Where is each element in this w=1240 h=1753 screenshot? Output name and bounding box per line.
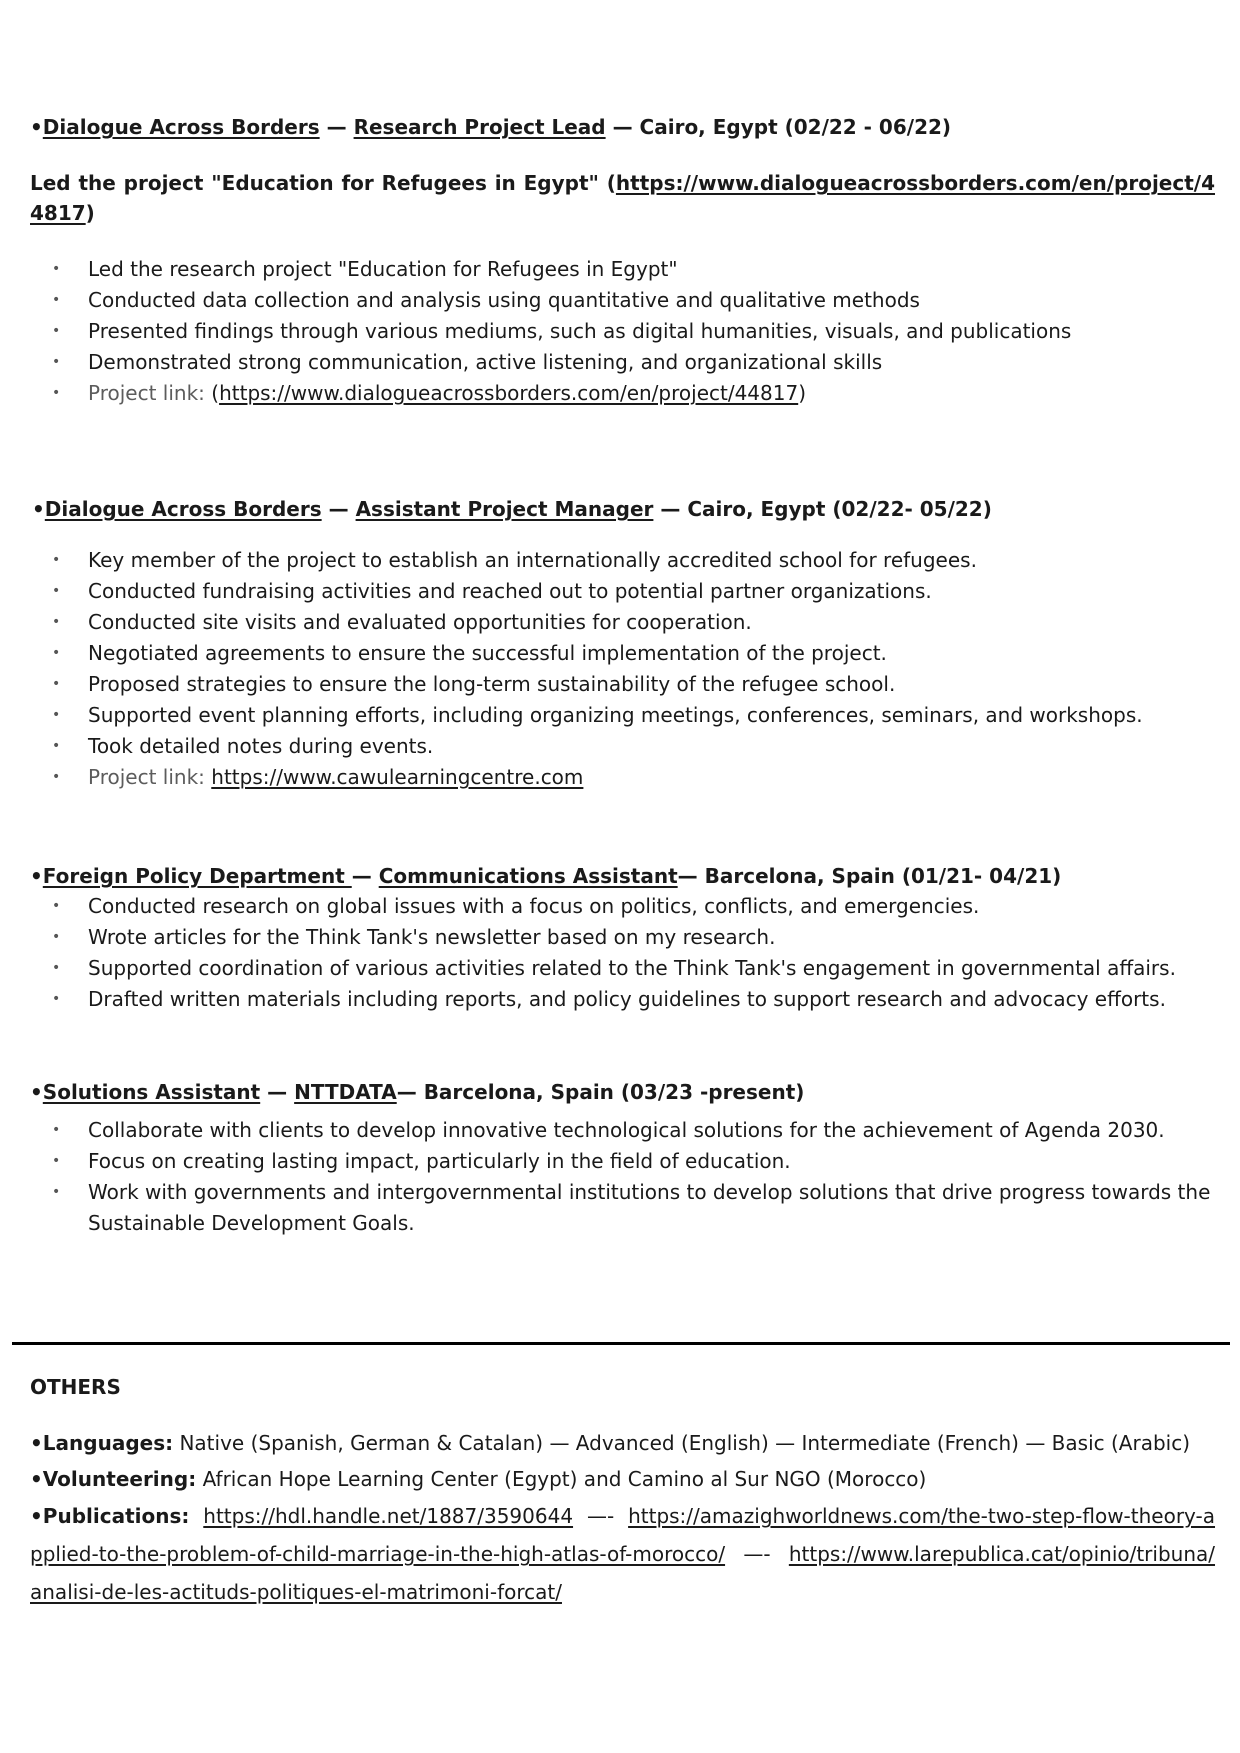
bullet-dot: • [52, 898, 61, 914]
others-section [30, 1375, 1215, 1611]
list-item [30, 1146, 1215, 1177]
publications-label: Publications: [42, 1504, 190, 1528]
job-research-project-lead [30, 113, 1215, 409]
list-item [30, 762, 1217, 793]
bullet-dot: • [52, 1122, 61, 1138]
job-location-dates: Barcelona, Spain (01/21- 04/21) [704, 864, 1062, 888]
list-item [30, 891, 1215, 922]
bullet-dot: • [52, 929, 61, 945]
bullet-text: Collaborate with clients to develop innovative technological solutions for the achievement of Agenda 2030. [88, 1118, 1165, 1142]
bullet-text: Presented findings through various mediums, such as digital humanities, visuals, and publications [88, 319, 1072, 343]
link-open: ( [211, 381, 220, 405]
bullet-text: Supported event planning efforts, including organizing meetings, conferences, seminars, and workshops. [88, 703, 1143, 727]
pub-separator: —- [743, 1542, 771, 1566]
heading-bullet: • [30, 864, 43, 888]
job-communications-assistant [30, 862, 1215, 1015]
link-close: ) [798, 381, 807, 405]
job-location-dates: Cairo, Egypt (02/22 - 06/22) [639, 115, 952, 139]
publication-link[interactable]: https://www.larepublica.cat/opinio/tribuna/analisi-de-les-actituds-politiques-el-matrimoni-forcat/ [30, 1542, 1216, 1604]
project-link-label: Project link: [88, 765, 212, 789]
job-solutions-assistant [30, 1078, 1215, 1239]
list-item [30, 254, 1215, 285]
list-item [30, 731, 1217, 762]
bullet-text: Took detailed notes during events. [88, 734, 434, 758]
separator: — [396, 1080, 424, 1104]
list-item [30, 1177, 1215, 1239]
separator: — [605, 115, 640, 139]
list-item [30, 984, 1215, 1015]
bullet-dot: • [52, 991, 61, 1007]
job-role: Assistant Project Manager [355, 497, 654, 521]
list-item [30, 607, 1217, 638]
job-bullets [30, 545, 1217, 793]
bullet-dot: • [52, 960, 61, 976]
project-link[interactable]: https://www.dialogueacrossborders.com/en/project/44817 [219, 381, 799, 405]
publications-line [30, 1497, 1215, 1611]
list-item [30, 700, 1217, 731]
languages-text: Native (Spanish, German & Catalan) — Advanced (English) — Intermediate (French) — Basic (Arabic) [173, 1431, 1190, 1455]
bullet-dot: • [52, 676, 61, 692]
bullet-text: Conducted site visits and evaluated opportunities for cooperation. [88, 610, 752, 634]
separator: — [677, 864, 705, 888]
list-item [30, 1115, 1215, 1146]
job-heading [30, 1078, 1215, 1106]
job-org: Solutions Assistant [42, 1080, 261, 1104]
section-title: OTHERS [30, 1375, 121, 1399]
bullet-text: Negotiated agreements to ensure the successful implementation of the project. [88, 641, 887, 665]
separator: — [653, 497, 688, 521]
separator: — [351, 864, 379, 888]
bullet-dot: • [52, 583, 61, 599]
separator: — [319, 115, 354, 139]
job-role: NTTDATA [294, 1080, 397, 1104]
heading-bullet: • [30, 1080, 43, 1104]
heading-bullet: • [30, 1504, 43, 1528]
pub-separator: —- [586, 1504, 615, 1528]
job-assistant-project-manager [32, 495, 1217, 793]
job-location-dates: Barcelona, Spain (03/23 -present) [423, 1080, 805, 1104]
bullet-text: Key member of the project to establish an internationally accredited school for refugees. [88, 548, 977, 572]
job-org: Dialogue Across Borders [44, 497, 322, 521]
languages-label: Languages: [42, 1431, 174, 1455]
bullet-dot: • [52, 1153, 61, 1169]
job-heading [30, 862, 1215, 890]
job-heading [30, 113, 1215, 141]
list-item [30, 545, 1217, 576]
heading-bullet: • [32, 497, 45, 521]
intro-project-link[interactable]: https://www.dialogueacrossborders.com/en/project/44817 [30, 171, 1215, 225]
bullet-text: Focus on creating lasting impact, particularly in the field of education. [88, 1149, 791, 1173]
bullet-text: Drafted written materials including reports, and policy guidelines to support research and advocacy efforts. [88, 987, 1166, 1011]
heading-bullet: • [30, 1431, 43, 1455]
job-role: Research Project Lead [353, 115, 606, 139]
list-item [30, 316, 1215, 347]
bullet-text: Conducted fundraising activities and reached out to potential partner organizations. [88, 579, 932, 603]
heading-bullet: • [30, 1467, 43, 1491]
bullet-text: Supported coordination of various activities related to the Think Tank's engagement in governmental affairs. [88, 956, 1176, 980]
bullet-text: Wrote articles for the Think Tank's newsletter based on my research. [88, 925, 776, 949]
separator: — [260, 1080, 295, 1104]
bullet-dot: • [52, 614, 61, 630]
bullet-text: Conducted research on global issues with a focus on politics, conflicts, and emergencies. [88, 894, 980, 918]
job-bullets [30, 891, 1215, 1015]
list-item [30, 669, 1217, 700]
bullet-text: Conducted data collection and analysis using quantitative and qualitative methods [88, 288, 920, 312]
list-item [30, 922, 1215, 953]
job-location-dates: Cairo, Egypt (02/22- 05/22) [687, 497, 992, 521]
bullet-dot: • [52, 385, 61, 401]
others-content [30, 1425, 1215, 1611]
list-item [30, 285, 1215, 316]
heading-bullet: • [30, 115, 43, 139]
volunteering-line [30, 1461, 1215, 1497]
bullet-dot: • [52, 738, 61, 754]
list-item [30, 638, 1217, 669]
job-bullets [30, 254, 1215, 409]
publication-link[interactable]: https://amazighworldnews.com/the-two-step-flow-theory-applied-to-the-problem-of-child-marriage-in-the-high-atlas-of-morocco/ [30, 1504, 1216, 1566]
list-item [30, 953, 1215, 984]
bullet-dot: • [52, 552, 61, 568]
bullet-dot: • [52, 292, 61, 308]
job-org: Dialogue Across Borders [42, 115, 320, 139]
list-item [30, 576, 1217, 607]
volunteering-text: African Hope Learning Center (Egypt) and Camino al Sur NGO (Morocco) [196, 1467, 927, 1491]
job-bullets [30, 1115, 1215, 1239]
section-divider [12, 1342, 1230, 1345]
job-intro [30, 168, 1215, 228]
project-link[interactable]: https://www.cawulearningcentre.com [211, 765, 584, 789]
bullet-dot: • [52, 323, 61, 339]
bullet-text: Led the research project "Education for Refugees in Egypt" [88, 257, 678, 281]
intro-text: Led the project "Education for Refugees in Egypt" ( [30, 171, 616, 195]
bullet-dot: • [52, 354, 61, 370]
languages-line [30, 1425, 1215, 1461]
list-item [30, 347, 1215, 378]
bullet-text: Work with governments and intergovernmental institutions to develop solutions that drive progress towards the Sustainable Development Goals. [88, 1180, 1211, 1235]
bullet-dot: • [52, 769, 61, 785]
bullet-dot: • [52, 645, 61, 661]
publication-link[interactable]: https://hdl.handle.net/1887/3590644 [203, 1504, 574, 1528]
volunteering-label: Volunteering: [42, 1467, 197, 1491]
bullet-text: Demonstrated strong communication, active listening, and organizational skills [88, 350, 883, 374]
job-org: Foreign Policy Department [42, 864, 352, 888]
bullet-text: Proposed strategies to ensure the long-term sustainability of the refugee school. [88, 672, 896, 696]
intro-close: ) [85, 201, 95, 225]
separator: — [321, 497, 356, 521]
job-role: Communications Assistant [378, 864, 678, 888]
bullet-dot: • [52, 261, 61, 277]
job-heading [32, 495, 1217, 523]
project-link-label: Project link: [88, 381, 212, 405]
bullet-dot: • [52, 707, 61, 723]
bullet-dot: • [52, 1184, 61, 1200]
list-item [30, 378, 1215, 409]
